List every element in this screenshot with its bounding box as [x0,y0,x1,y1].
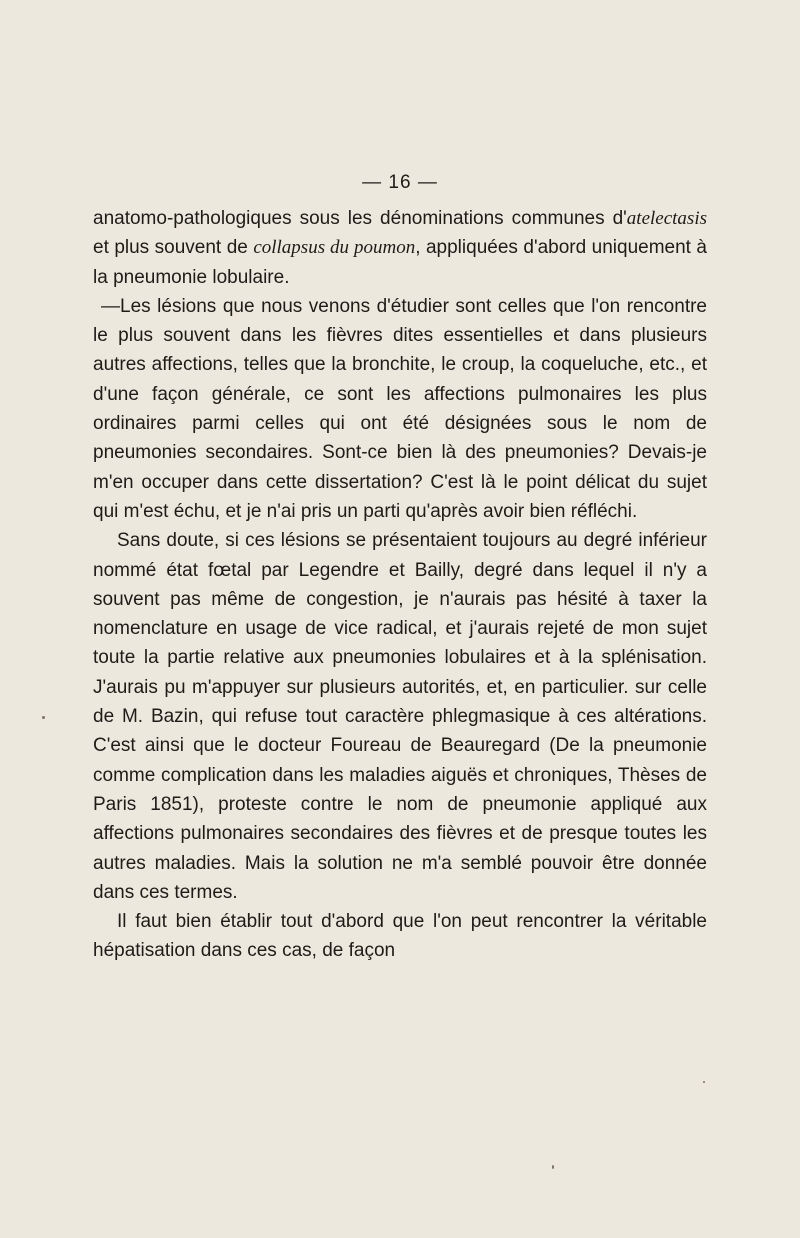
paragraph-1-italic-term-b: collapsus du poumon [253,237,416,259]
paragraph-1 [93,204,707,292]
paragraph-1-text-a: anatomo-pathologiques sous les dénominations communes d' [93,208,627,229]
paragraph-4: Il faut bien établir tout d'abord que l'on peut rencontrer la véritable hépatisation dans ces cas, de façon [93,911,707,962]
page-number: — 16 — [362,172,438,193]
paper-speck [42,716,45,719]
paper-speck [552,1165,554,1169]
paragraph-1-italic-term-a: atelectasis [626,208,707,229]
paragraph-3: Sans doute, si ces lésions se présentaient toujours au degré inférieur nommé état fœtal par Legendre et Bailly, degré dans lequel il n'y a souvent pas même de congestion, je n'aurais pas hésité à taxer la nomenclature en usage de vice radical, et j'aurais rejeté de mon sujet toute la partie relative aux pneumonies lobulaires et à la splénisation. J'aurais pu m'appuyer sur plusieurs autorités, et, en particulier. sur celle de M. Bazin, qui refuse tout caractère phlegmasique à ces altérations. C'est ainsi que le docteur Foureau de Beauregard (De la pneumonie comme complication dans les maladies aiguës et chroniques, Thèses de Paris 1851), proteste contre le nom de pneumonie appliqué aux affections pulmonaires secondaires des fièvres et de presque toutes les autres maladies. Mais la solution ne m'a semblé pouvoir être donnée dans ces termes. [93,530,707,903]
paragraph-2: —Les lésions que nous venons d'étudier sont celles que l'on rencontre le plus souvent dans les fièvres dites essentielles et dans plusieurs autres affections, telles que la bronchite, le croup, la coqueluche, etc., et d'une façon générale, ce sont les affections pulmonaires les plus ordinaires parmi celles qui ont été désignées sous le nom de pneumonies secondaires. Sont-ce bien là des pneumonies? Devais-je m'en occuper dans cette dissertation? C'est là le point délicat du sujet qui m'est échu, et je n'ai pris un parti qu'après avoir bien réfléchi. [93,295,707,522]
paragraph-1-text-c: , appliquées d'abord uniquement à la pneumonie lobulaire. [93,237,707,288]
paper-speck [703,1081,705,1083]
paragraph-1-text-b: et plus souvent de [93,237,254,259]
body-text [93,204,707,966]
